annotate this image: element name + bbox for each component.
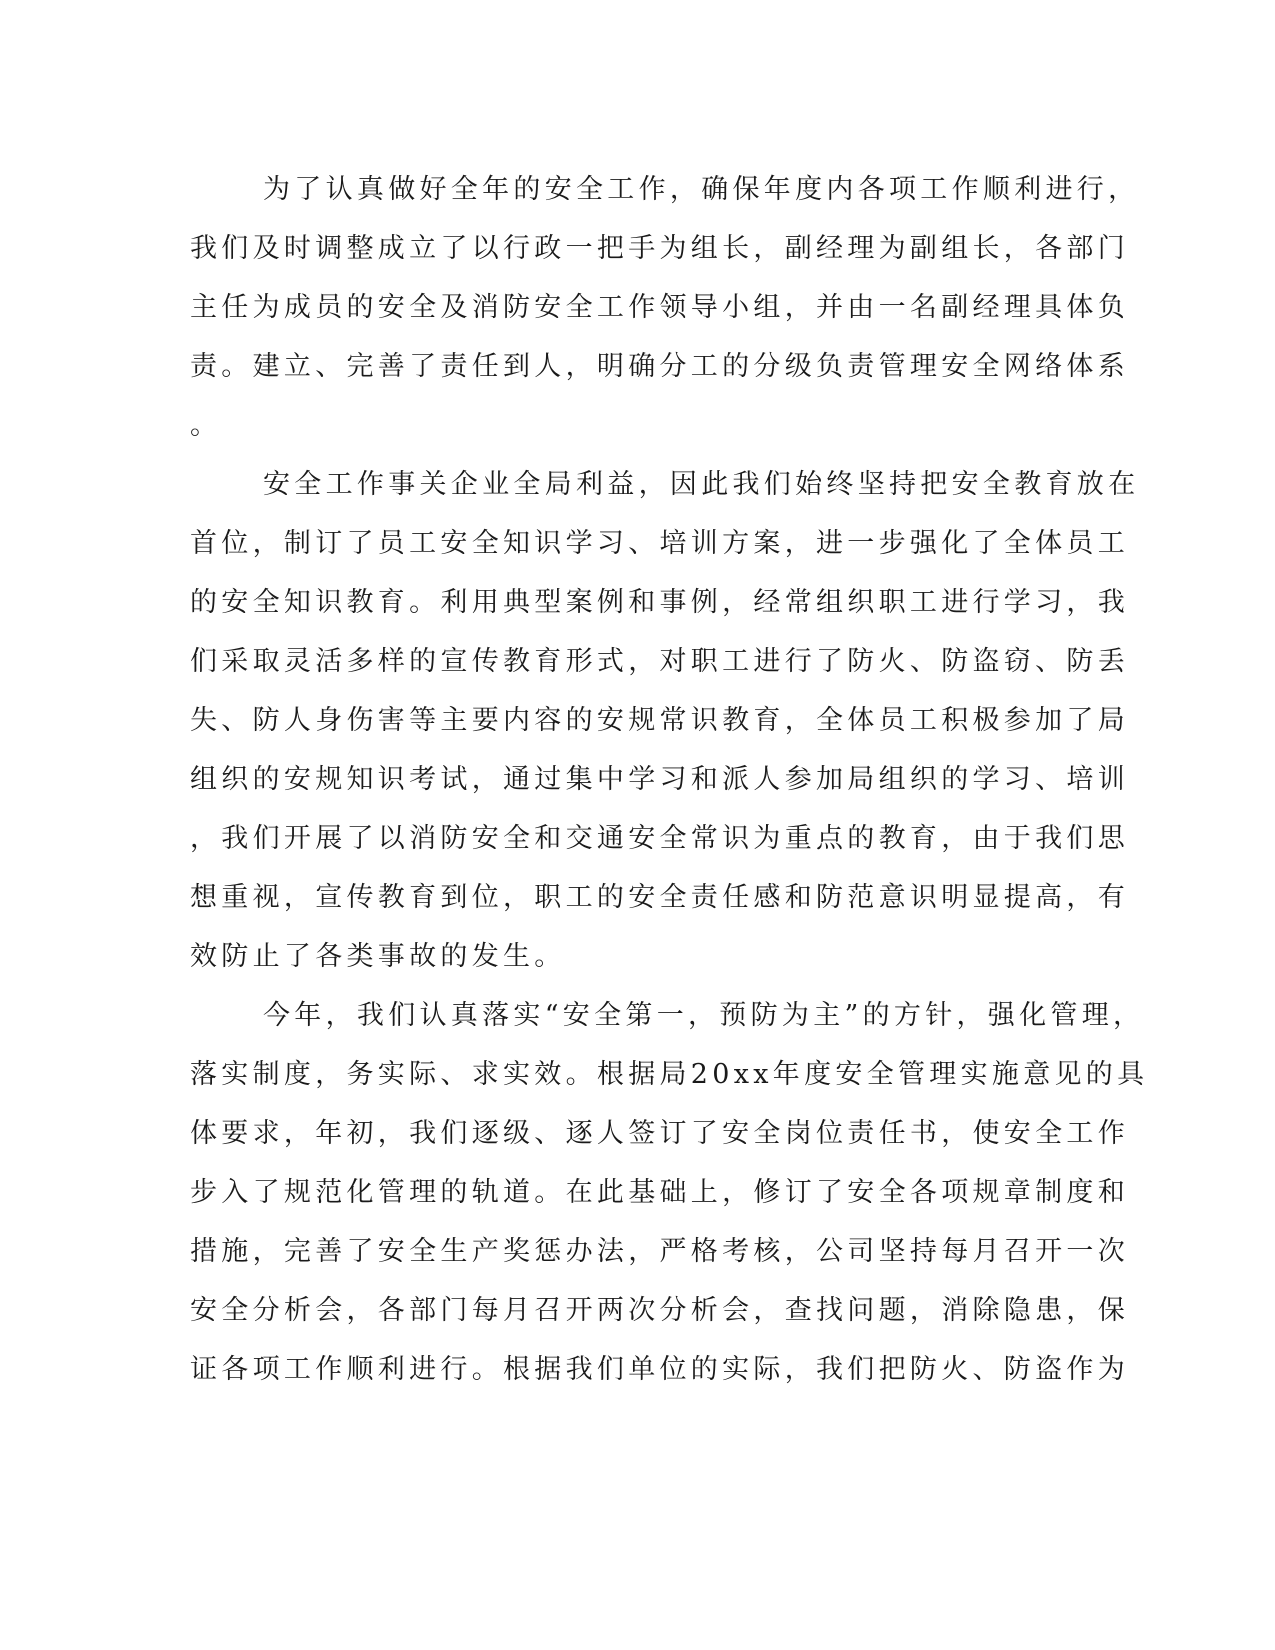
paragraph-2	[190, 455, 1140, 986]
text-line: 体要求，年初，我们逐级、逐人签订了安全岗位责任书，使安全工作	[190, 1118, 1129, 1149]
text-line: 安全工作事关企业全局利益，因此我们始终坚持把安全教育放在	[263, 469, 1140, 500]
text-line: 首位，制订了员工安全知识学习、培训方案，进一步强化了全体员工	[190, 528, 1129, 559]
text-line: 为了认真做好全年的安全工作，确保年度内各项工作顺利进行，	[263, 174, 1140, 205]
text-line: 组织的安规知识考试，通过集中学习和派人参加局组织的学习、培训	[190, 764, 1129, 795]
text-line: 证各项工作顺利进行。根据我们单位的实际，我们把防火、防盗作为	[190, 1354, 1129, 1385]
text-line: 们采取灵活多样的宣传教育形式，对职工进行了防火、防盗窃、防丢	[190, 646, 1129, 677]
text-line: 想重视，宣传教育到位，职工的安全责任感和防范意识明显提高，有	[190, 882, 1129, 913]
text-line: 责。建立、完善了责任到人，明确分工的分级负责管理安全网络体系	[190, 351, 1129, 382]
text-line: 步入了规范化管理的轨道。在此基础上，修订了安全各项规章制度和	[190, 1177, 1129, 1208]
text-line: 。	[190, 410, 222, 441]
text-line: 落实制度，务实际、求实效。根据局20xx年度安全管理实施意见的具	[190, 1059, 1149, 1090]
paragraph-1	[190, 160, 1140, 455]
paragraph-3	[190, 986, 1149, 1399]
text-line: 效防止了各类事故的发生。	[190, 941, 566, 972]
text-line: 主任为成员的安全及消防安全工作领导小组，并由一名副经理具体负	[190, 292, 1129, 323]
text-line: 今年，我们认真落实“安全第一，预防为主”的方针，强化管理，	[263, 1000, 1145, 1031]
text-line: 我们及时调整成立了以行政一把手为组长，副经理为副组长，各部门	[190, 233, 1129, 264]
text-line: 安全分析会，各部门每月召开两次分析会，查找问题，消除隐患，保	[190, 1295, 1129, 1326]
text-line: 措施，完善了安全生产奖惩办法，严格考核，公司坚持每月召开一次	[190, 1236, 1129, 1267]
text-line: 的安全知识教育。利用典型案例和事例，经常组织职工进行学习，我	[190, 587, 1129, 618]
text-line: ，我们开展了以消防安全和交通安全常识为重点的教育，由于我们思	[190, 823, 1129, 854]
text-line: 失、防人身伤害等主要内容的安规常识教育，全体员工积极参加了局	[190, 705, 1129, 736]
